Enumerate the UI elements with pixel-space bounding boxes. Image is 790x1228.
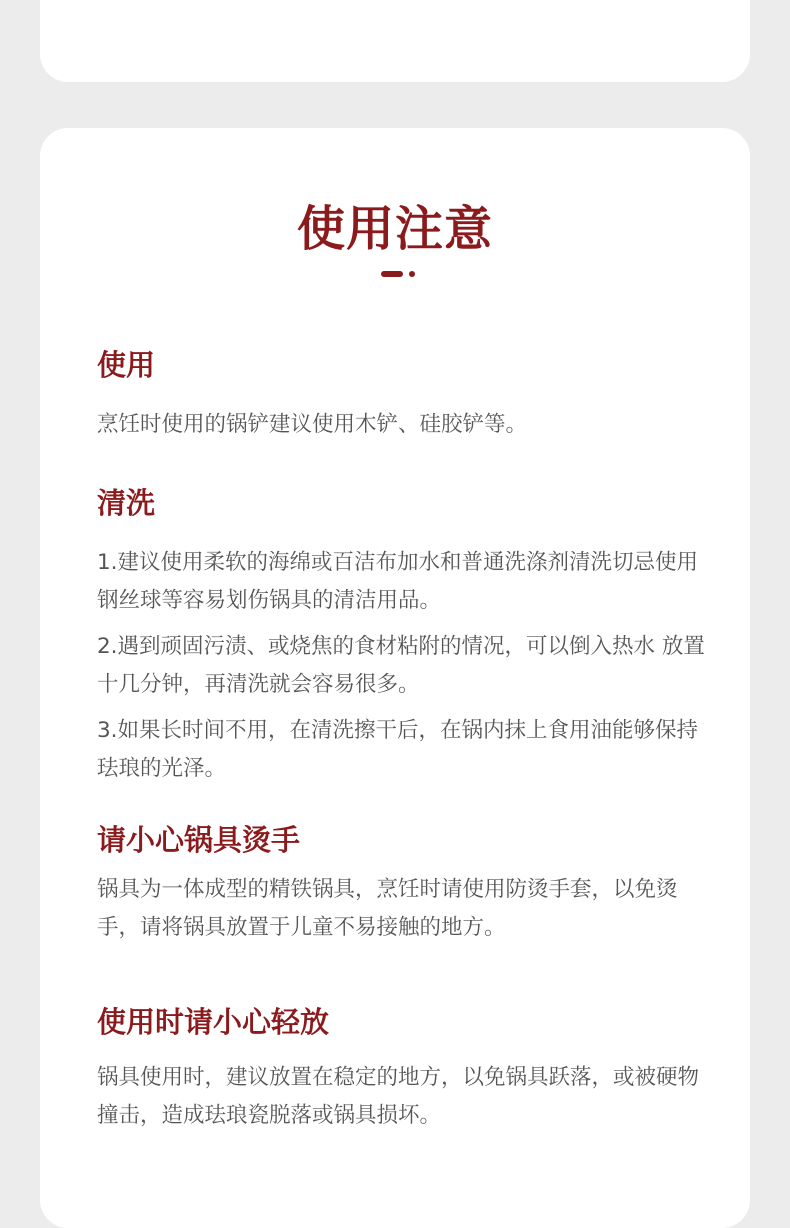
section-heading: 请小心锅具烫手 [97,823,301,857]
section-body [97,871,707,947]
section-gentle-handling [97,1004,707,1135]
section-usage [97,347,707,444]
paragraph: 3.如果长时间不用，在清洗擦干后，在锅内抹上食用油能够保持珐琅的光泽。 [97,718,699,781]
previous-card [40,0,750,82]
title-underline-decoration [381,271,417,277]
section-cleaning [97,485,707,788]
section-heading: 使用时请小心轻放 [97,1005,330,1039]
paragraph: 1.建议使用柔软的海绵或百洁布加水和普通洗涤剂清洗切忌使用钢丝球等容易划伤锅具的清洁用品。 [97,550,699,613]
underline-dot [409,271,415,277]
usage-notes-card [40,128,750,1228]
section-heading: 使用 [97,348,156,382]
page-title: 使用注意 [296,201,493,257]
underline-bar [381,271,403,277]
paragraph: 2.遇到顽固污渍、或烧焦的食材粘附的情况，可以倒入热水 放置十几分钟，再清洗就会容易很多。 [97,634,705,697]
section-body [97,544,707,788]
paragraph: 锅具为一体成型的精铁锅具，烹饪时请使用防烫手套，以免烫手，请将锅具放置于儿童不易接触的地方。 [97,877,678,940]
paragraph: 锅具使用时，建议放置在稳定的地方，以免锅具跃落，或被硬物撞击，造成珐琅瓷脱落或锅具损坏。 [97,1065,700,1128]
section-body [97,1059,707,1135]
section-heading: 清洗 [97,486,156,520]
section-body [97,406,707,444]
section-hot-handling [97,822,707,947]
paragraph: 烹饪时使用的锅铲建议使用木铲、硅胶铲等。 [97,412,528,437]
